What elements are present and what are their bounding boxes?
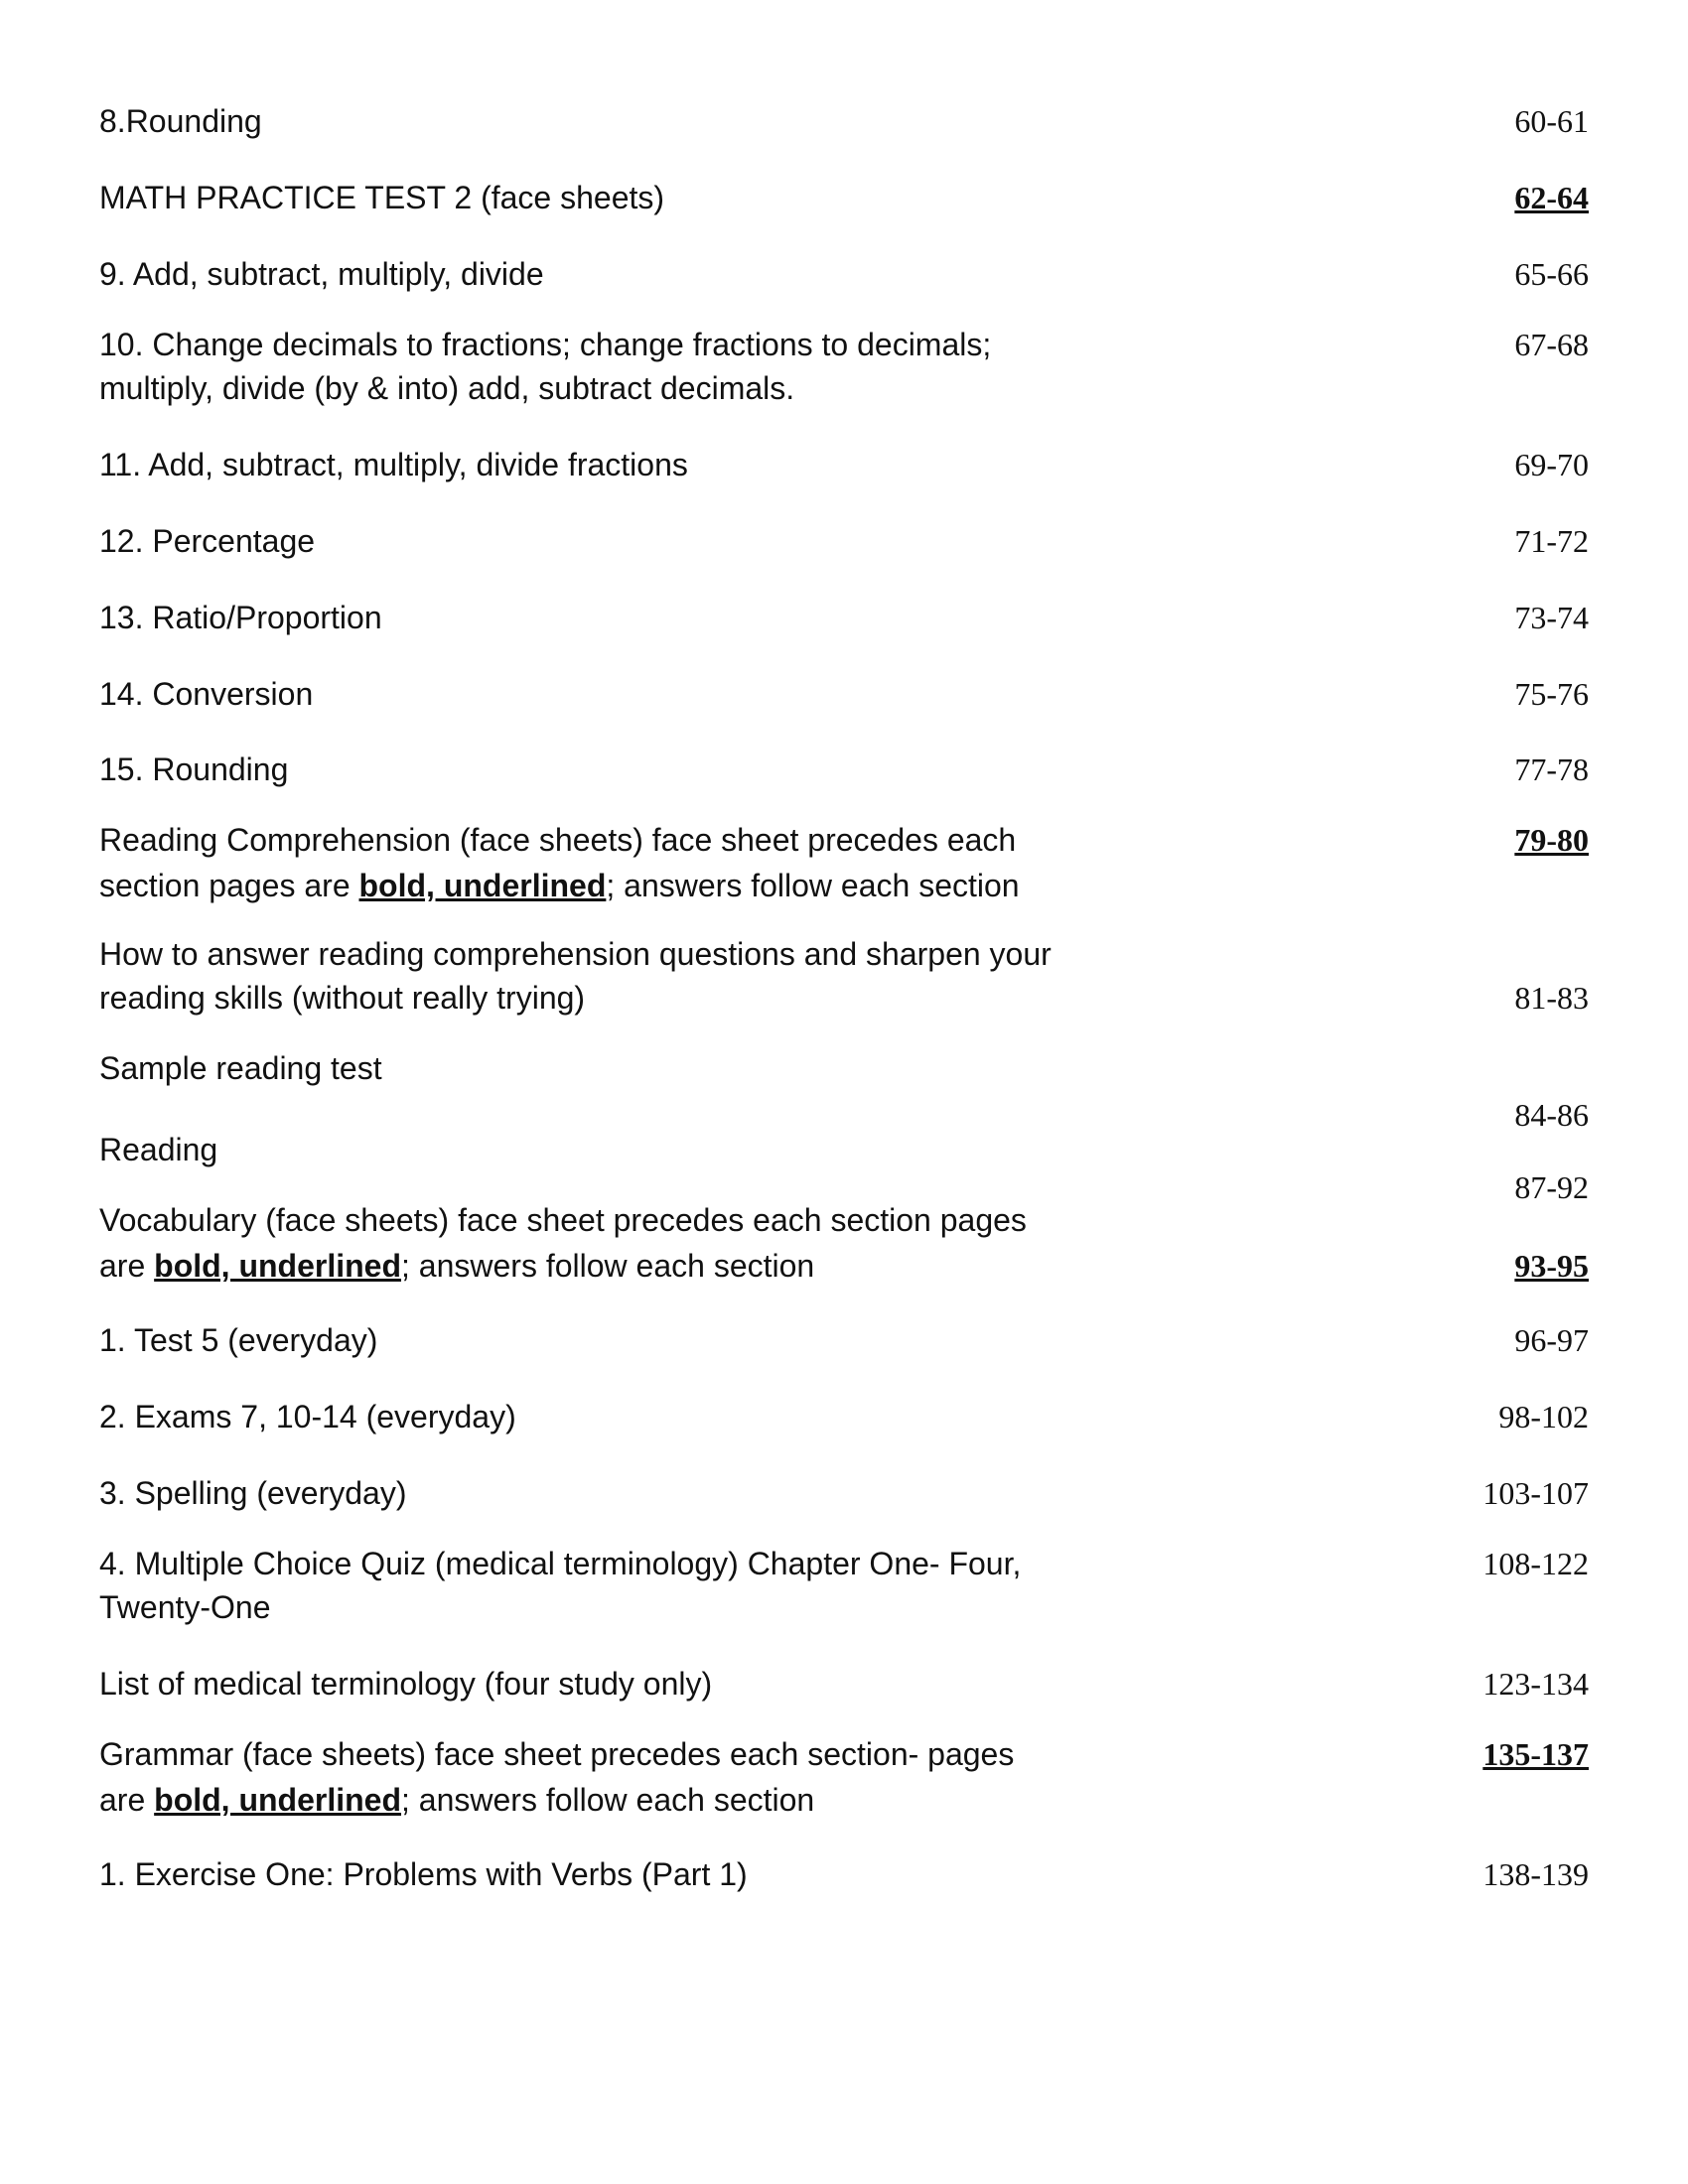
text-segment: ; answers follow each section [401, 1248, 815, 1284]
toc-section-pages: 79-80 [1514, 822, 1589, 858]
toc-entry-pages: 71-72 [1514, 523, 1589, 559]
text-segment: ; answers follow each section [401, 1782, 815, 1818]
toc-entry-pages: 103-107 [1482, 1475, 1589, 1511]
toc-entry-text: 3. Spelling (everyday) [99, 1475, 407, 1511]
toc-section-heading-line1: Reading Comprehension (face sheets) face sheet precedes each [99, 822, 1017, 858]
bold-underlined-text: bold, underlined [154, 1248, 402, 1284]
bold-underlined-text: bold, underlined [154, 1782, 402, 1818]
toc-entry-text: 9. Add, subtract, multiply, divide [99, 256, 544, 292]
toc-section-pages: 93-95 [1514, 1248, 1589, 1284]
toc-entry-text: 14. Conversion [99, 676, 314, 712]
text-segment: ; answers follow each section [606, 868, 1020, 903]
toc-entry-text: 1. Exercise One: Problems with Verbs (Part 1) [99, 1856, 748, 1892]
toc-entry-text-line1: How to answer reading comprehension questions and sharpen your [99, 936, 1052, 972]
toc-section-heading-line2 [99, 1778, 814, 1823]
toc-entry-pages: 67-68 [1514, 327, 1589, 362]
toc-entry-pages: 96-97 [1514, 1322, 1589, 1358]
toc-entry-pages: 84-86 [1514, 1097, 1589, 1133]
text-segment: are [99, 1248, 155, 1284]
toc-entry-text-line2: multiply, divide (by & into) add, subtract decimals. [99, 370, 795, 406]
toc-entry-text: 2. Exams 7, 10-14 (everyday) [99, 1399, 516, 1434]
bold-underlined-text: bold, underlined [358, 868, 607, 903]
toc-section-heading-line1: Vocabulary (face sheets) face sheet precedes each section pages [99, 1202, 1027, 1238]
text-segment: are [99, 1782, 155, 1818]
toc-section-heading-line1: Grammar (face sheets) face sheet precedes each section- pages [99, 1736, 1015, 1772]
toc-entry-text: 15. Rounding [99, 751, 289, 787]
toc-entry-text-line2: reading skills (without really trying) [99, 980, 586, 1016]
toc-entry-pages: 73-74 [1514, 600, 1589, 635]
toc-entry-text: 11. Add, subtract, multiply, divide fractions [99, 447, 688, 482]
toc-entry-pages: 87-92 [1514, 1169, 1589, 1205]
toc-entry-text: Reading [99, 1132, 218, 1167]
toc-entry-pages: 65-66 [1514, 256, 1589, 292]
toc-entry-text: Sample reading test [99, 1050, 382, 1086]
toc-section-heading: MATH PRACTICE TEST 2 (face sheets) [99, 180, 665, 215]
toc-entry-text: List of medical terminology (four study only) [99, 1666, 713, 1702]
toc-entry-pages: 98-102 [1498, 1399, 1589, 1434]
toc-section-heading-line2 [99, 864, 1020, 908]
toc-entry-text-line1: 4. Multiple Choice Quiz (medical terminology) Chapter One- Four, [99, 1546, 1022, 1581]
toc-entry-pages: 75-76 [1514, 676, 1589, 712]
toc-entry-text: 12. Percentage [99, 523, 316, 559]
toc-entry-pages: 77-78 [1514, 751, 1589, 787]
toc-entry-pages: 108-122 [1482, 1546, 1589, 1581]
toc-section-pages: 62-64 [1514, 180, 1589, 215]
toc-entry-text-line2: Twenty-One [99, 1589, 271, 1625]
toc-entry-pages: 123-134 [1482, 1666, 1589, 1702]
toc-section-pages: 135-137 [1482, 1736, 1589, 1772]
toc-entry-pages: 69-70 [1514, 447, 1589, 482]
toc-entry-pages: 138-139 [1482, 1856, 1589, 1892]
toc-entry-text: 13. Ratio/Proportion [99, 600, 382, 635]
toc-entry-text: 1. Test 5 (everyday) [99, 1322, 378, 1358]
toc-entry-pages: 81-83 [1514, 980, 1589, 1016]
toc-entry-pages: 60-61 [1514, 103, 1589, 139]
toc-entry-text-line1: 10. Change decimals to fractions; change fractions to decimals; [99, 327, 992, 362]
toc-entry-text: 8.Rounding [99, 103, 262, 139]
text-segment: section pages are [99, 868, 359, 903]
toc-section-heading-line2 [99, 1244, 814, 1289]
